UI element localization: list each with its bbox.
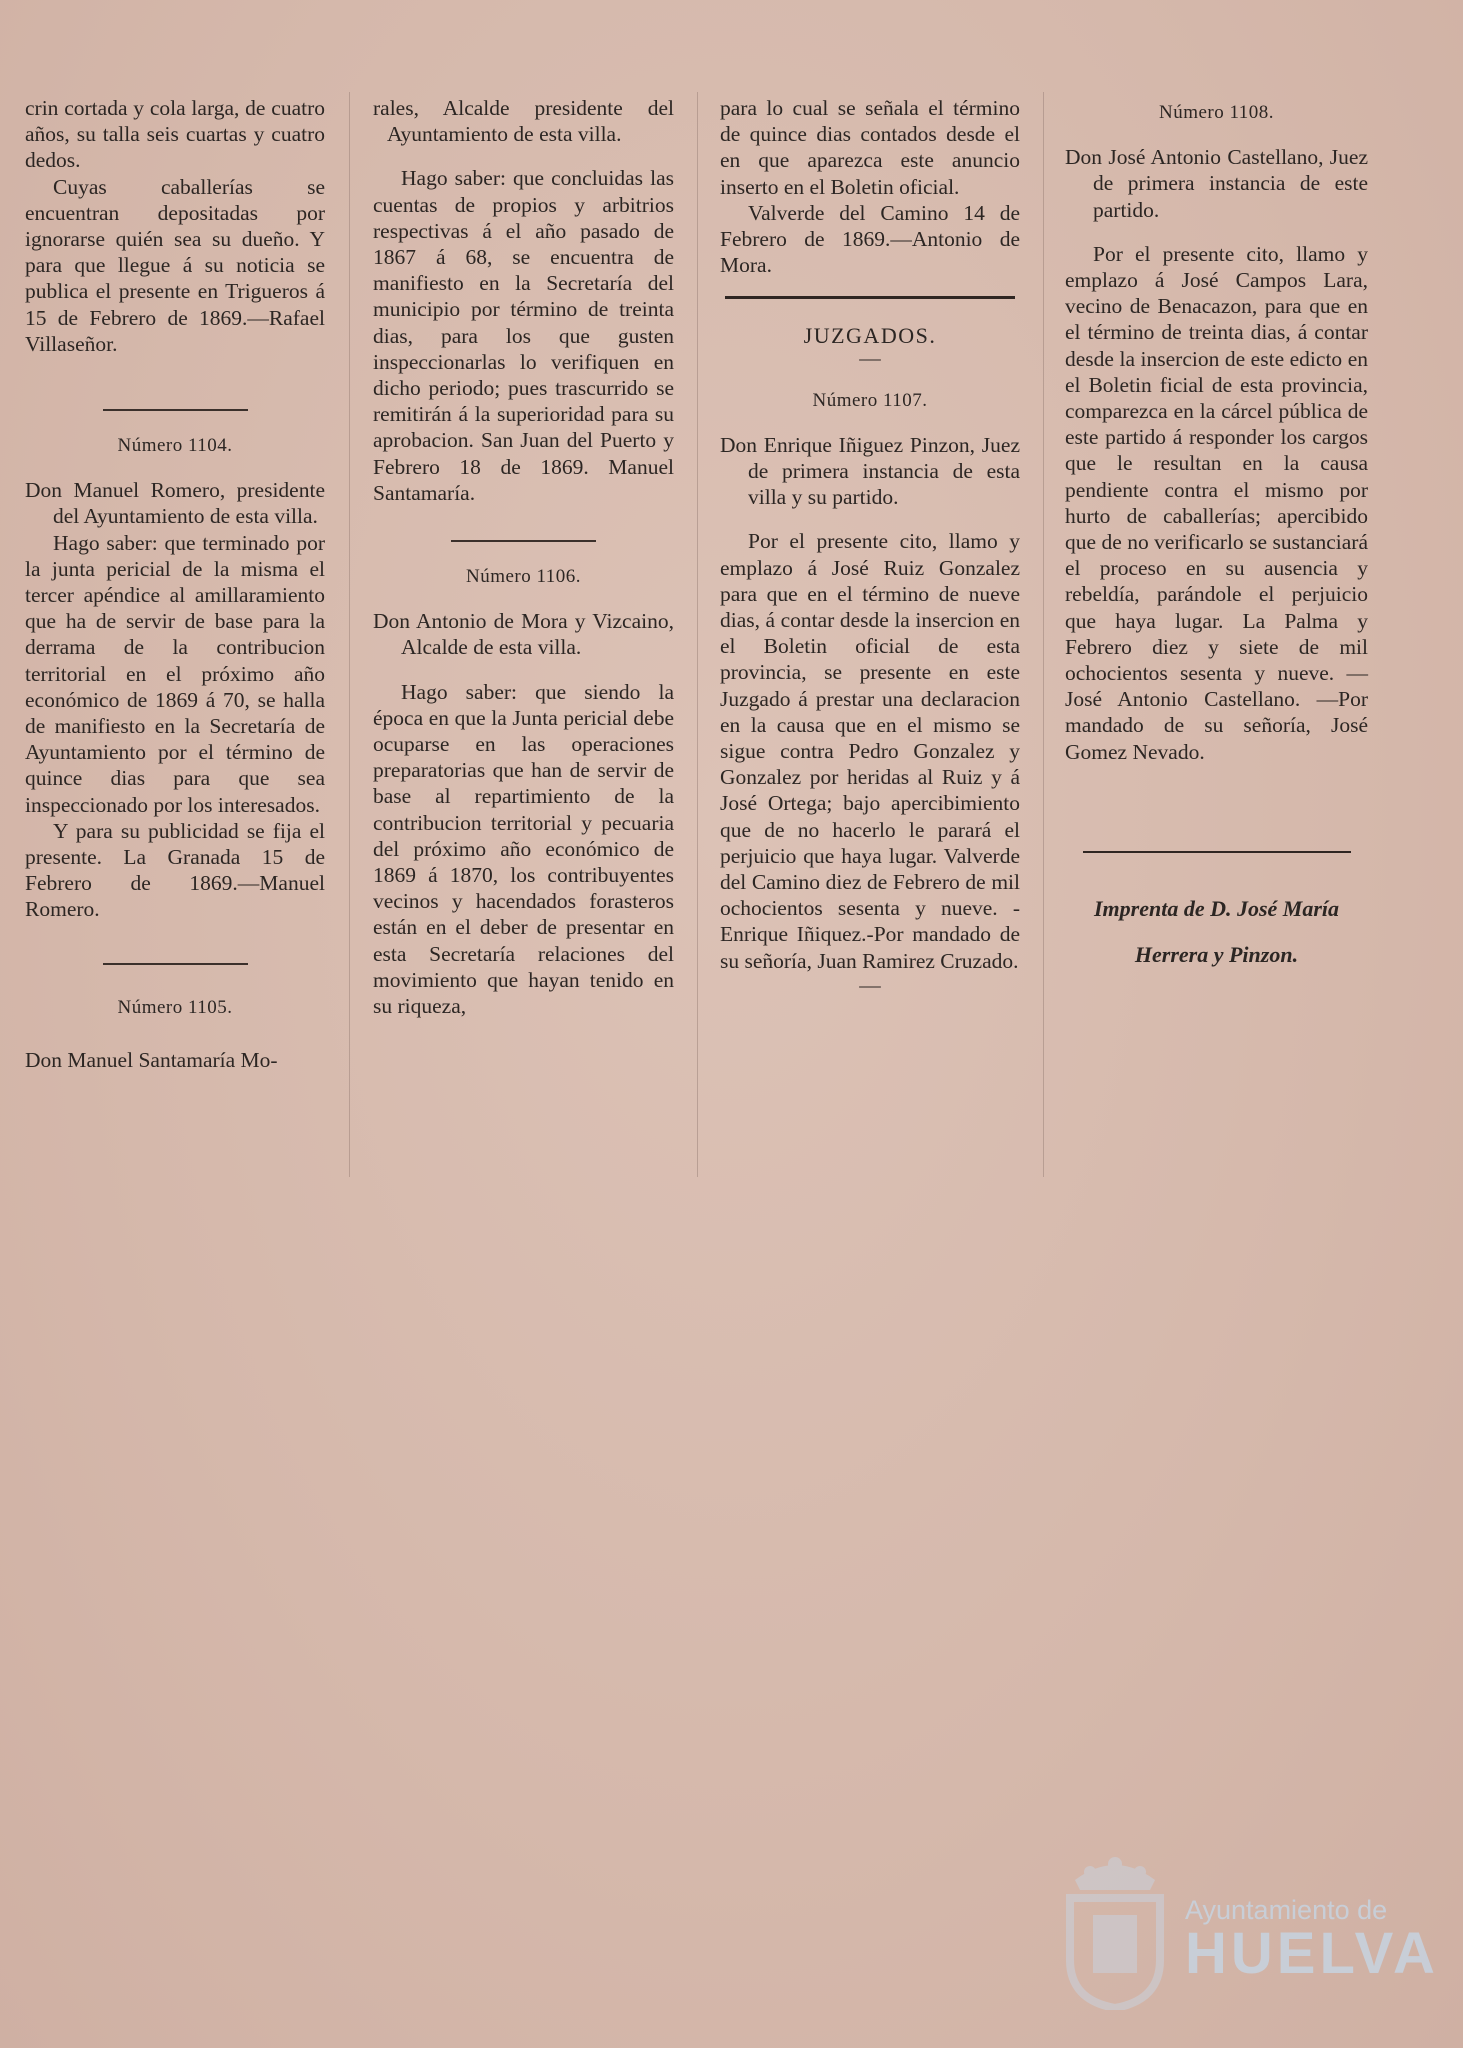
watermark-text (1185, 1895, 1439, 1986)
notice-number-1104: Número 1104. (117, 435, 233, 457)
watermark-line-2: HUELVA (1185, 1921, 1439, 1986)
notice-issuer: Don José Antonio Castellano, Juez de primera instancia de este partido. (1065, 145, 1368, 222)
paragraph: Valverde del Camino 14 de Febrero de 1869.—Antonio de Mora. (720, 200, 1020, 278)
notice-number-1106: Número 1106. (465, 566, 582, 588)
notice-issuer: Don Enrique Iñiguez Pinzon, Juez de primera instancia de esta villa y su partido. (720, 432, 1020, 510)
notice-number-1107: Número 1107. (812, 389, 928, 411)
notice-issuer: Don Manuel Santamaría Mo- (25, 1047, 278, 1072)
imprint-rule (1083, 851, 1351, 853)
paragraph: Por el presente cito, llamo y emplazo á José Ruiz Gonzalez para que en el término de nueve dias, á contar desde la insercion en el Boletin oficial de esta provincia, se presente en este Juzgado á prestar una declaracion en la causa que en el mismo se sigue contra Pedro Gonzalez y Gonzalez por heridas al Ruiz y á José Ortega; bajo apercibimiento que de no hacerlo le parará el perjuicio que haya lugar. Valverde del Camino diez de Febrero de mil ochocientos sesenta y nueve. -Enrique Iñiquez.-Por mandado de su señoría, Juan Ramirez Cruzado. (720, 529, 1020, 973)
notice-number-1108: Número 1108. (1158, 102, 1275, 123)
paragraph: para lo cual se señala el término de quince dias contados desde el en que aparezca este anuncio inserto en el Boletin oficial. (720, 96, 1020, 199)
paragraph: Hago saber: que concluidas las cuentas de propios y arbitrios respectivas á el año pasado de 1867 á 68, se encuentra de manifiesto en la Secretaría del municipio por término de treinta dias, para los que gusten inspeccionarlas lo verifiquen en dicho periodo; pues trascurrido se remitirán á la superioridad para su aprobacion. San Juan del Puerto y Febrero 18 de 1869. Manuel Santamaría. (373, 166, 674, 505)
paragraph: Hago saber: que terminado por la junta pericial de la misma el tercer apéndice al amillaramiento que ha de servir de base para la derrama de la contribucion territorial en el próximo año económico de 1869 á 70, se halla de manifiesto en la Secretaría de Ayuntamiento por el término de quince dias para que sea inspeccionado por los interesados. (25, 530, 325, 817)
imprint-line-1: Imprenta de D. José María (1093, 895, 1340, 921)
separator-rule (103, 409, 248, 411)
section-rule (725, 296, 1015, 299)
end-dash: — (859, 972, 881, 997)
heading-dash: — (859, 345, 881, 370)
notice-number-1105: Número 1105. (117, 996, 233, 1018)
paragraph: Y para su publicidad se fija el presente. La Granada 15 de Febrero de 1869.—Manuel Romero. (25, 818, 325, 922)
paragraph: crin cortada y cola larga, de cuatro años, su talla seis cuartas y cuatro dedos. (25, 96, 325, 173)
separator-rule (451, 540, 596, 542)
coat-of-arms-watermark-icon (1055, 1850, 1175, 2010)
column-3 (720, 95, 1020, 996)
separator-rule (103, 963, 248, 965)
column-4 (1065, 100, 1368, 975)
watermark-line-1: Ayuntamiento de (1185, 1895, 1388, 1925)
paragraph: Por el presente cito, llamo y emplazo á José Campos Lara, vecino de Benacazon, para que en el término de treinta dias, á contar desde la insercion de este edicto en el Boletin ficial de esta provincia, comparezca en la cárcel pública de este partido á responder los cargos que le resultan en la causa pendiente contra el mismo por hurto de caballerías; apercibido que de no verificarlo se sustanciará el proceso en su ausencia y rebeldía, parándole el perjuicio que haya lugar. La Palma y Febrero diez y siete de mil ochocientos sesenta y nueve. —José Antonio Castellano. —Por mandado de su señoría, José Gomez Nevado. (1065, 241, 1368, 764)
column-1 (25, 95, 325, 1073)
notice-issuer: Don Manuel Romero, presidente del Ayuntamiento de esta villa. (25, 478, 325, 529)
paragraph: Cuyas caballerías se encuentran depositadas por ignorarse quién sea su dueño. Y para que llegue á su noticia se publica el presente en Trigueros á 15 de Febrero de 1869.—Rafael Villaseñor. (25, 174, 325, 356)
paragraph: Hago saber: que siendo la época en que la Junta pericial debe ocuparse en las operaciones preparatorias que han de servir de base al repartimiento de la contribucion territorial y pecuaria del próximo año económico de 1869 á 1870, los contribuyentes vecinos y hacendados forasteros están en el deber de presentar en esta Secretaría relaciones del movimiento que hayan tenido en su riqueza, (373, 679, 674, 1019)
notice-issuer: rales, Alcalde presidente del Ayuntamiento de esta villa. (373, 96, 674, 147)
column-2 (373, 95, 674, 1019)
notice-issuer: Don Antonio de Mora y Vizcaino, Alcalde de esta villa. (373, 609, 674, 660)
imprint-line-2: Herrera y Pinzon. (1134, 941, 1299, 967)
section-heading-juzgados: JUZGADOS. (803, 323, 937, 349)
